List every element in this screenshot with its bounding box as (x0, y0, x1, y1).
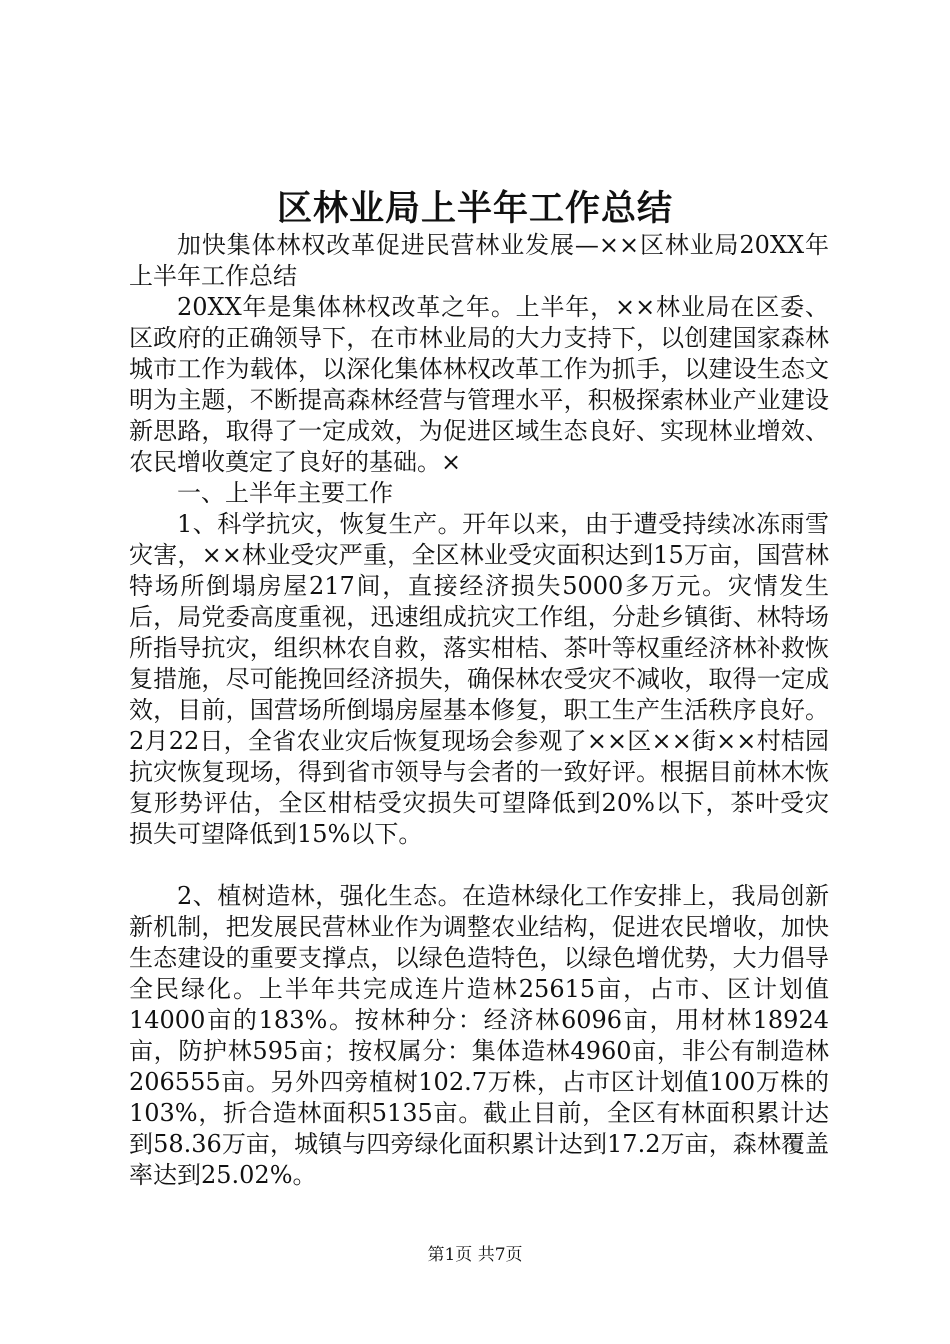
page-number: 第1页 共7页 (427, 1245, 523, 1265)
body-paragraph: 1、科学抗灾，恢复生产。开年以来，由于遭受持续冰冻雨雪灾害，××林业受灾严重，全区林业受灾面积达到15万亩，国营林特场所倒塌房屋217间，直接经济损失5000多万元。灾情发生后，局党委高度重视，迅速组成抗灾工作组，分赴乡镇街、林特场所指导抗灾，组织林农自救，落实柑桔、茶叶等权重经济林补救恢复措施，尽可能挽回经济损失，确保林农受灾不减收，取得一定成效，目前，国营场所倒塌房屋基本修复，职工生产生活秩序良好。2月22日，全省农业灾后恢复现场会参观了××区××街××村桔园抗灾恢复现场，得到省市领导与会者的一致好评。根据目前林木恢复形势评估，全区柑桔受灾损失可望降低到20%以下，茶叶受灾损失可望降低到15%以下。 (129, 510, 829, 848)
intro-paragraph: 20XX年是集体林权改革之年。上半年，××林业局在区委、区政府的正确领导下，在市林业局的大力支持下，以创建国家森林城市工作为载体，以深化集体林权改革工作为抓手，以建设生态文明为主题，不断提高森林经营与管理水平，积极探索林业产业建设新思路，取得了一定成效，为促进区域生态良好、实现林业增效、农民增收奠定了良好的基础。× (129, 293, 829, 476)
document-title: 区林业局上半年工作总结 (276, 188, 673, 229)
document-body (129, 230, 829, 1191)
body-paragraph: 2、植树造林，强化生态。在造林绿化工作安排上，我局创新新机制，把发展民营林业作为调整农业结构，促进农民增收，加快生态建设的重要支撑点，以绿色造特色，以绿色增优势，大力倡导全民绿化。上半年共完成连片造林25615亩，占市、区计划值14000亩的183%。按林种分：经济林6096亩，用材林18924亩，防护林595亩；按权属分：集体造林4960亩，非公有制造林206555亩。另外四旁植树102.7万株，占市区计划值100万株的103%，折合造林面积5135亩。截止目前，全区有林面积累计达到58.36万亩，城镇与四旁绿化面积累计达到17.2万亩，森林覆盖率达到25.02%。 (129, 882, 829, 1189)
subtitle-paragraph: 加快集体林权改革促进民营林业发展—××区林业局20XX年上半年工作总结 (129, 231, 829, 290)
section-heading: 一、上半年主要工作 (177, 479, 393, 507)
